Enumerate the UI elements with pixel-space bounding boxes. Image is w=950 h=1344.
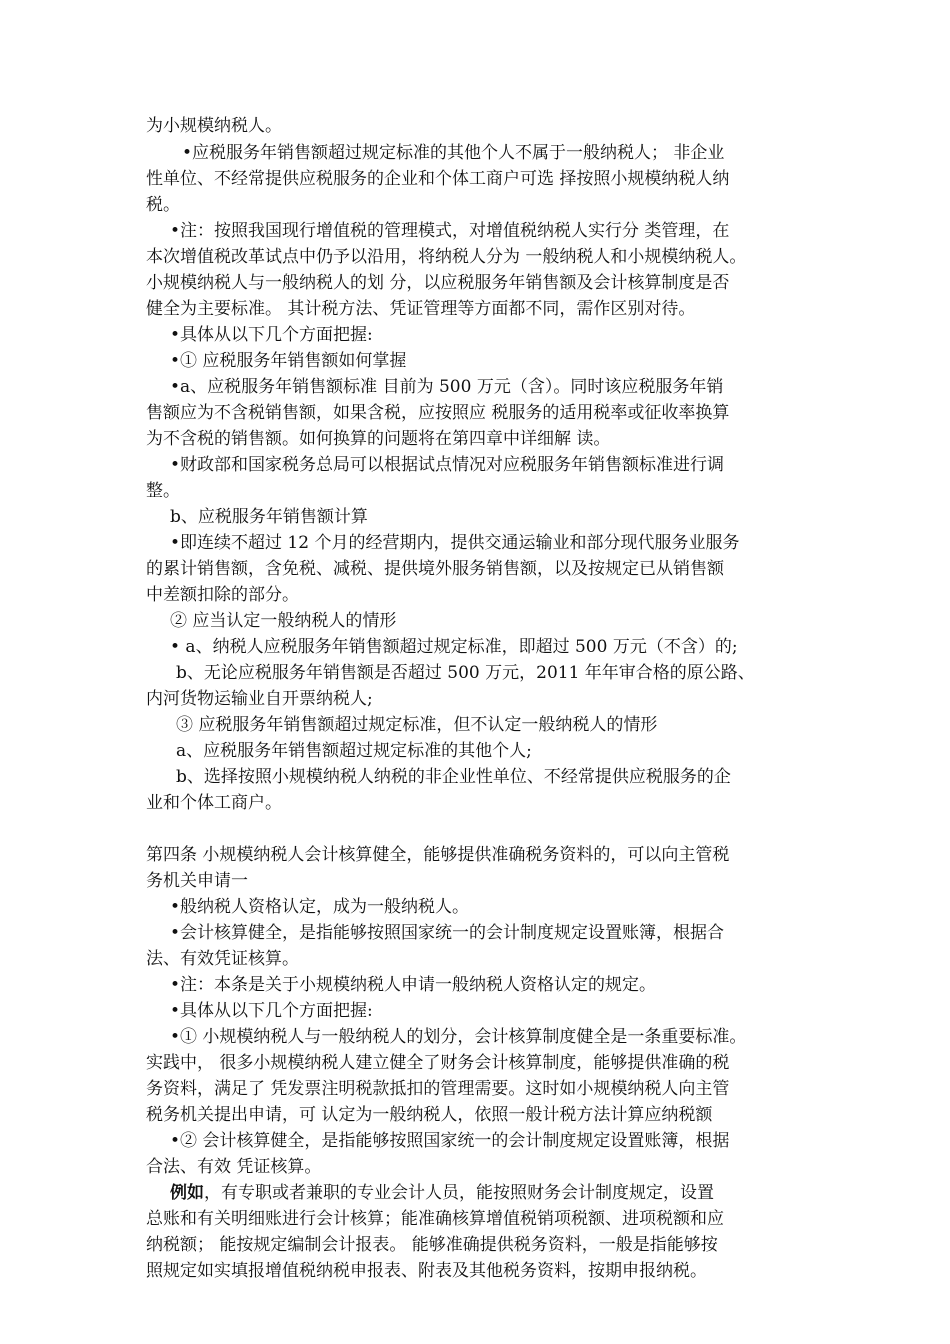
text-line: •具体从以下几个方面把握:: [170, 1001, 373, 1021]
text-line: •财政部和国家税务总局可以根据试点情况对应税服务年销售额标准进行调: [170, 455, 725, 475]
text-line: 售额应为不含税销售额，如果含税，应按照应 税服务的适用税率或征收率换算: [146, 403, 730, 423]
text-line: [170, 1180, 714, 1206]
text-line: 的累计销售额，含免税、减税、提供境外服务销售额，以及按规定已从销售额: [146, 559, 724, 579]
text-line: •① 应税服务年销售额如何掌握: [170, 351, 407, 371]
text-line: •会计核算健全，是指能够按照国家统一的会计制度规定设置账簿，根据合: [170, 923, 725, 943]
example-label: 例如: [170, 1183, 204, 1203]
text-line: 小规模纳税人与一般纳税人的划 分，以应税服务年销售额及会计核算制度是否: [146, 273, 730, 293]
text-line: •① 小规模纳税人与一般纳税人的划分，会计核算制度健全是一条重要标准。: [170, 1027, 747, 1047]
text-line: 为小规模纳税人。: [146, 116, 282, 136]
text-line: •般纳税人资格认定，成为一般纳税人。: [170, 897, 470, 917]
text-line: 业和个体工商户。: [146, 793, 282, 813]
text-line: a、应税服务年销售额超过规定标准的其他个人;: [176, 741, 532, 761]
text-line: 性单位、不经常提供应税服务的企业和个体工商户可选 择按照小规模纳税人纳: [146, 169, 730, 189]
text-line: •a、应税服务年销售额标准 目前为 500 万元（含）。同时该应税服务年销: [170, 377, 724, 397]
text-line: •应税服务年销售额超过规定标准的其他个人不属于一般纳税人； 非企业: [182, 143, 725, 163]
text-line: •具体从以下几个方面把握:: [170, 325, 373, 345]
text-line: b、无论应税服务年销售额是否超过 500 万元，2011 年年审合格的原公路、: [176, 663, 755, 683]
text-line: 税。: [146, 195, 180, 215]
text-line: •即连续不超过 12 个月的经营期内，提供交通运输业和部分现代服务业服务: [170, 533, 740, 553]
text-line: 务资料，满足了 凭发票注明税款抵扣的管理需要。这时如小规模纳税人向主管: [146, 1079, 730, 1099]
text-line: 内河货物运输业自开票纳税人;: [146, 689, 373, 709]
text-line: 务机关申请一: [146, 871, 248, 891]
text-fragment: ，有专职或者兼职的专业会计人员，能按照财务会计制度规定，设置: [204, 1183, 714, 1203]
text-line: 总账和有关明细账进行会计核算；能准确核算增值税销项税额、进项税额和应: [146, 1209, 724, 1229]
text-line: 为不含税的销售额。如何换算的问题将在第四章中详细解 读。: [146, 429, 611, 449]
text-line: •② 会计核算健全，是指能够按照国家统一的会计制度规定设置账簿，根据: [170, 1131, 730, 1151]
text-line: 法、有效凭证核算。: [146, 949, 299, 969]
text-line: b、选择按照小规模纳税人纳税的非企业性单位、不经常提供应税服务的企: [176, 767, 731, 787]
text-line: 税务机关提出申请，可 认定为一般纳税人，依照一般计税方法计算应纳税额: [146, 1105, 713, 1125]
text-line: 合法、有效 凭证核算。: [146, 1157, 322, 1177]
text-line: 整。: [146, 481, 180, 501]
text-line: • a、纳税人应税服务年销售额超过规定标准，即超过 500 万元（不含）的;: [170, 637, 738, 657]
text-line: ② 应当认定一般纳税人的情形: [170, 611, 397, 631]
text-line: 本次增值税改革试点中仍予以沿用，将纳税人分为 一般纳税人和小规模纳税人。: [146, 247, 747, 267]
text-line: •注：本条是关于小规模纳税人申请一般纳税人资格认定的规定。: [170, 975, 657, 995]
text-line: 纳税额； 能按规定编制会计报表。 能够准确提供税务资料，一般是指能够按: [146, 1235, 718, 1255]
text-line: b、应税服务年销售额计算: [170, 507, 368, 527]
text-line: 健全为主要标准。 其计税方法、凭证管理等方面都不同，需作区别对待。: [146, 299, 696, 319]
article-heading: 第四条 小规模纳税人会计核算健全，能够提供准确税务资料的，可以向主管税: [146, 845, 730, 865]
text-line: •注：按照我国现行增值税的管理模式，对增值税纳税人实行分 类管理，在: [170, 221, 730, 241]
text-line: 实践中， 很多小规模纳税人建立健全了财务会计核算制度，能够提供准确的税: [146, 1053, 730, 1073]
text-line: 中差额扣除的部分。: [146, 585, 299, 605]
text-line: ③ 应税服务年销售额超过规定标准，但不认定一般纳税人的情形: [176, 715, 658, 735]
text-line: 照规定如实填报增值税纳税申报表、附表及其他税务资料，按期申报纳税。: [146, 1261, 707, 1281]
